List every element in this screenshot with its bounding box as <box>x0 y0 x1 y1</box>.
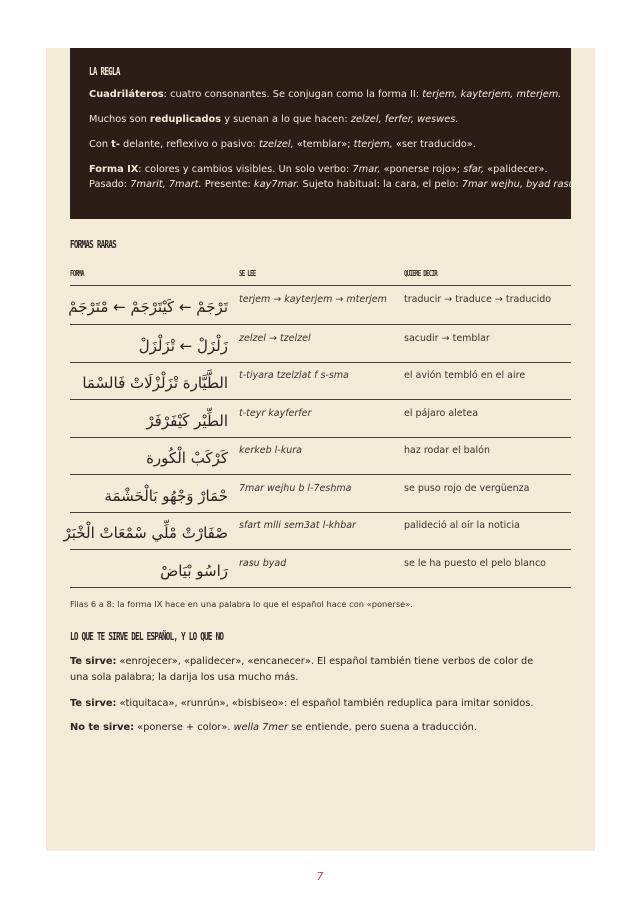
example: 7mar, <box>352 164 381 175</box>
transliteration: t-teyr kayferfer <box>239 408 312 419</box>
table-row <box>63 520 571 558</box>
spanish-section <box>70 631 283 645</box>
column-header-form-label: FORMA <box>70 269 84 278</box>
transliteration: sfart mlli sem3at l-khbar <box>239 520 356 531</box>
table-row <box>70 408 571 446</box>
meaning: palideció al oír la noticia <box>404 520 520 531</box>
tip-reduplication <box>70 696 550 712</box>
rule-t-prefix <box>89 137 553 152</box>
column-header-meaning <box>404 269 450 279</box>
rule-form-ix <box>89 162 578 192</box>
meaning: se puso rojo de vergüenza <box>404 483 530 494</box>
text: «palidecer». <box>484 164 548 175</box>
text: «ser traducido». <box>392 139 476 150</box>
meaning: traducir → traduce → traducido <box>404 294 552 305</box>
table-row <box>70 445 571 483</box>
text: delante, reflexivo o pasivo: <box>119 139 259 150</box>
text: : cuatro consonantes. Se conjugan como la forma II: <box>163 89 423 100</box>
rule-quadriliterals <box>89 87 562 102</box>
table-divider <box>70 549 571 550</box>
transliteration: 7mar wejhu b l-7eshma <box>239 483 352 494</box>
table-row <box>70 370 571 408</box>
page <box>46 48 595 851</box>
example: terjem, kayterjem, mterjem. <box>422 89 562 100</box>
transliteration: t-tiyara tzelzlat f s-sma <box>239 370 349 381</box>
arabic-form: تَرْجَمْ ← كَيْتَرْجَمْ ← مْتَرْجَمْ <box>68 298 228 316</box>
rule-title: LA REGLA <box>89 66 120 78</box>
meaning: se le ha puesto el pelo blanco <box>404 558 546 569</box>
table-divider <box>70 512 571 513</box>
tip-text: «ponerse + color». <box>134 722 234 733</box>
transliteration: terjem → kayterjem → mterjem <box>239 294 387 305</box>
text: Con <box>89 139 112 150</box>
transliteration: rasu byad <box>239 558 287 569</box>
column-header-reading-label: SE LEE <box>239 269 256 278</box>
table-divider <box>70 437 571 438</box>
table-divider <box>70 324 571 325</box>
rule-reduplicated <box>89 112 553 127</box>
table-row <box>70 294 571 332</box>
column-header-form <box>70 269 89 279</box>
spanish-title: LO QUE TE SIRVE DEL ESPAÑOL, Y LO QUE NO <box>70 631 224 643</box>
table-divider <box>70 474 571 475</box>
column-header-reading <box>239 269 262 279</box>
arabic-form: الطَّيَّارة تْزَلْزْلَاتْ فَالسْمَا <box>82 374 228 392</box>
table-note: Filas 6 a 8: la forma IX hace en una palabra lo que el español hace con «ponerse». <box>70 599 413 609</box>
text: Pasado: <box>89 179 131 190</box>
transliteration: zelzel → tzelzel <box>239 333 311 344</box>
example: 7mar wejhu, byad rasu. <box>461 179 578 190</box>
tip-label: No te sirve: <box>70 722 135 733</box>
table-divider <box>70 399 571 400</box>
arabic-form: الطِّيْر كَيْفَرْفَرْ <box>146 412 228 430</box>
example: zelzel, ferfer, weswes. <box>350 114 459 125</box>
tip-ponerse <box>70 720 550 736</box>
forms-title: FORMAS RARAS <box>70 239 116 251</box>
tip-label: Te sirve: <box>70 698 117 709</box>
table-row <box>70 333 571 371</box>
tip-text: «enrojecer», «palidecer», «encanecer». El español también tiene verbos de color de una sola palabra; la darija los usa mucho más. <box>70 656 534 683</box>
table-row <box>70 558 571 596</box>
tip-label: Te sirve: <box>70 656 117 667</box>
table-divider <box>70 285 571 286</box>
example: kay7mar. <box>253 179 300 190</box>
arabic-form: زَلْزَلْ ← تْزَلْزَلْ <box>138 337 228 355</box>
table-divider <box>70 362 571 363</box>
text: Muchos son <box>89 114 150 125</box>
text: : colores y cambios visibles. Un solo verbo: <box>138 164 353 175</box>
example: tterjem, <box>353 139 393 150</box>
table-row <box>70 483 571 521</box>
example: sfar, <box>463 164 485 175</box>
term: reduplicados <box>149 114 222 125</box>
text: Presente: <box>201 179 254 190</box>
meaning: haz rodar el balón <box>404 445 490 456</box>
text: «temblar»; <box>293 139 354 150</box>
transliteration: kerkeb l-kura <box>239 445 302 456</box>
term: Forma IX <box>89 164 139 175</box>
meaning: sacudir → temblar <box>404 333 490 344</box>
page-number: 7 <box>316 870 324 883</box>
term: Cuadriláteros <box>89 89 164 100</box>
text: «ponerse rojo»; <box>380 164 464 175</box>
table-divider <box>70 587 571 588</box>
meaning: el pájaro aletea <box>404 408 479 419</box>
tip-color-verbs <box>70 654 550 686</box>
tip-text: se entiende, pero suena a traducción. <box>288 722 477 733</box>
tip-example: wella 7mer <box>233 722 288 733</box>
text: Sujeto habitual: la cara, el pelo: <box>299 179 462 190</box>
example: 7marit, 7mart. <box>130 179 202 190</box>
arabic-form: كَرْكَبْ الْكُورة <box>146 449 228 467</box>
arabic-form: صْفَارْتْ مْلِّي سْمْعَاتْ الْخْبَرْ <box>63 524 228 542</box>
rule-box <box>70 48 578 219</box>
text: y suenan a lo que hacen: <box>221 114 351 125</box>
arabic-form: حْمَارْ وَجْهُو بَالْحَشْمَة <box>104 487 228 505</box>
tip-text: «tiquitaca», «runrún», «bisbiseo»: el español también reduplica para imitar sonidos. <box>116 698 534 709</box>
arabic-form: رَاسُو بْيَاضْ <box>160 562 228 580</box>
term: t- <box>111 139 120 150</box>
forms-section <box>70 239 134 253</box>
column-header-meaning-label: QUIERE DECIR <box>404 269 437 278</box>
example: tzelzel, <box>258 139 294 150</box>
meaning: el avión tembló en el aire <box>404 370 526 381</box>
